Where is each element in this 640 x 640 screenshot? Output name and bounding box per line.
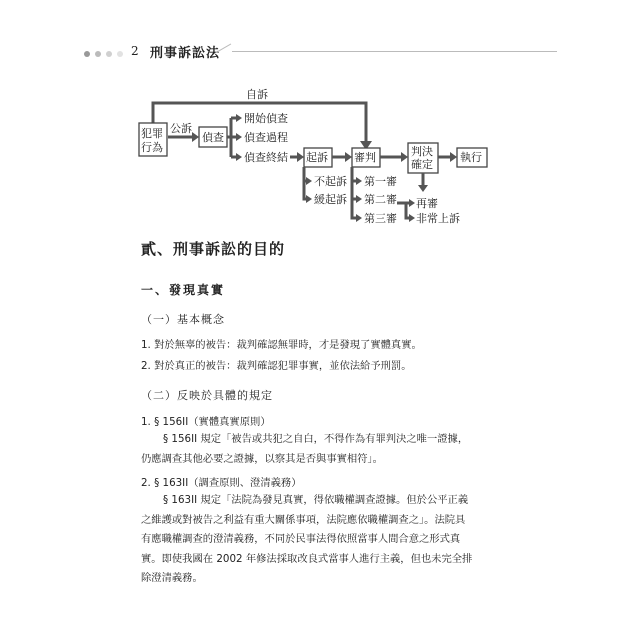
arrow-icon <box>192 132 199 142</box>
indictment-label: 起訴 <box>306 151 328 164</box>
arrow-icon <box>356 214 362 222</box>
connector-line <box>352 167 357 218</box>
item-text: 對於無辜的被告：裁判確認無罪時，才是發現了實體真實。 <box>154 339 422 351</box>
arrow-icon <box>401 152 408 162</box>
paragraph-line: 實。即使我國在 2002 年修法採取改良式當事人進行主義，但也未完全排 <box>141 552 473 565</box>
item-number: 2. <box>141 360 151 372</box>
sub-heading-basic-concept: （一）基本概念 <box>141 313 225 326</box>
arrow-icon <box>306 195 312 203</box>
paragraph-line: § 156II 規定「被告或共犯之自白，不得作為有罪判決之唯一證據， <box>163 433 469 445</box>
investigation-label: 偵查 <box>202 131 224 144</box>
third-instance-label: 第三審 <box>364 212 397 225</box>
arrow-icon <box>409 199 415 207</box>
arrow-icon <box>236 114 242 122</box>
paragraph <box>141 491 501 589</box>
paragraph-line: 除澄清義務。 <box>141 572 203 584</box>
item-number: 1. <box>141 339 151 351</box>
deferred-indictment-label: 緩起訴 <box>314 193 347 206</box>
paragraph-line: 之維護或對被告之利益有重大關係事項，法院應依職權調查之」。法院具 <box>141 513 466 526</box>
crime-line2: 行為 <box>141 141 163 154</box>
sub-heading-provisions: （二）反映於具體的規定 <box>141 389 273 402</box>
arrow-icon <box>356 177 362 185</box>
arrow-icon <box>356 195 362 203</box>
page-number: 2 <box>131 44 139 58</box>
article-heading: 1. § 156II（實體真實原則） <box>141 416 271 428</box>
first-instance-label: 第一審 <box>364 175 397 188</box>
arrow-icon <box>306 177 312 185</box>
arrow-icon <box>297 152 304 162</box>
list-item <box>141 336 422 351</box>
retrial-label: 再審 <box>416 197 438 210</box>
article-heading: 2. § 163II（調查原則、澄清義務） <box>141 477 302 489</box>
start-investigation-label: 開始偵查 <box>244 112 288 125</box>
arrow-icon <box>236 133 242 141</box>
subsection-heading: 一、發現真實 <box>141 283 226 297</box>
judgment-line1: 判決 <box>411 145 433 158</box>
book-title: 刑事訴訟法 <box>150 46 221 61</box>
crime-line1: 犯罪 <box>141 127 163 140</box>
extraordinary-appeal-label: 非常上訴 <box>416 212 460 225</box>
paragraph-line: 仍應調查其他必要之證據，以察其是否與事實相符」。 <box>141 452 383 465</box>
self-prosecution-label: 自訴 <box>246 88 268 101</box>
investigation-end-label: 偵查終結 <box>244 151 288 164</box>
item-text: 對於真正的被告：裁判確認犯罪事實，並依法給予刑罰。 <box>154 360 412 372</box>
list-item <box>141 357 412 372</box>
judgment-line2: 確定 <box>411 158 433 171</box>
execution-label: 執行 <box>460 151 482 164</box>
public-prosecution-label: 公訴 <box>170 122 192 135</box>
investigation-process-label: 偵查過程 <box>244 131 288 144</box>
arrow-icon <box>236 153 242 161</box>
section-title: 貳、刑事訴訟的目的 <box>141 240 286 258</box>
paragraph-line: 有應職權調查的澄清義務，不同於民事法得依照當事人間合意之形式真 <box>141 533 461 545</box>
arrow-icon <box>418 185 428 192</box>
arrow-icon <box>345 152 352 162</box>
trial-label: 審判 <box>354 151 376 164</box>
no-indictment-label: 不起訴 <box>314 175 347 188</box>
arrow-icon <box>450 152 457 162</box>
paragraph <box>141 430 501 469</box>
second-instance-label: 第二審 <box>364 193 397 206</box>
paragraph-line: § 163II 規定「法院為發見真實，得依職權調查證據。但於公平正義 <box>163 494 469 506</box>
arrow-icon <box>409 214 415 222</box>
